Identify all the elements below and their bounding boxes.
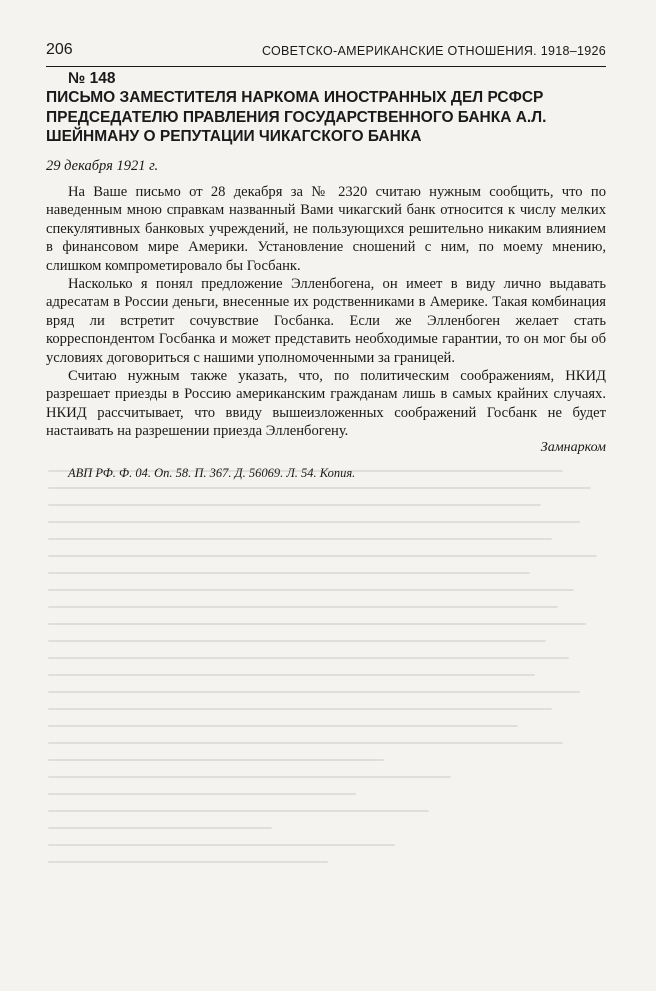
document-date: 29 декабря 1921 г. [46, 158, 159, 174]
paragraph-2: Насколько я понял предложение Элленбогена, он имеет в виду лично выдавать адресатам в России деньги, внесенные их родственниками в Америке. Такая комбинация вряд ли встретит сочувствие Госбанка. Если же Элленбоген желает стать корреспондентом Госбанка и может представить необходимые гарантии, то он мог бы об условиях договориться с нашими уполномоченными за границей. [46, 276, 606, 366]
running-head: СОВЕТСКО-АМЕРИКАНСКИЕ ОТНОШЕНИЯ. 1918–1926 [261, 44, 606, 58]
letter-body [46, 183, 606, 441]
bleed-through-texture [48, 470, 608, 910]
document-number: № 148 [68, 70, 116, 87]
signature: Замнарком [540, 440, 606, 455]
paragraph-1: На Ваше письмо от 28 декабря за № 2320 считаю нужным сообщить, что по наведенным мною справкам названный Вами чикагский банк относится к числу мелких спекулятивных банковых учреждений, не пользующихся решительно никаким влиянием в финансовом мире Америки. Установление сношений с ним, по моему мнению, слишком компрометировало бы Госбанк. [46, 184, 606, 274]
paragraph-3: Считаю нужным также указать, что, по политическим соображениям, НКИД разрешает приезды в Россию американским гражданам лишь в самых крайних случаях. НКИД рассчитывает, что ввиду вышеизложенных соображений Госбанк не будет настаивать на разрешении приезда Элленбогену. [46, 368, 606, 440]
document-title: ПИСЬМО ЗАМЕСТИТЕЛЯ НАРКОМА ИНОСТРАННЫХ ДЕЛ РСФСР ПРЕДСЕДАТЕЛЮ ПРАВЛЕНИЯ ГОСУДАРСТВЕННОГО БАНКА А.Л. ШЕЙНМАНУ О РЕПУТАЦИИ ЧИКАГСКОГО БАНКА [46, 89, 547, 145]
page-header [46, 40, 606, 67]
page-number: 206 [46, 41, 73, 58]
archive-source: АВП РФ. Ф. 04. Оп. 58. П. 367. Д. 56069. Л. 54. Копия. [68, 466, 356, 480]
